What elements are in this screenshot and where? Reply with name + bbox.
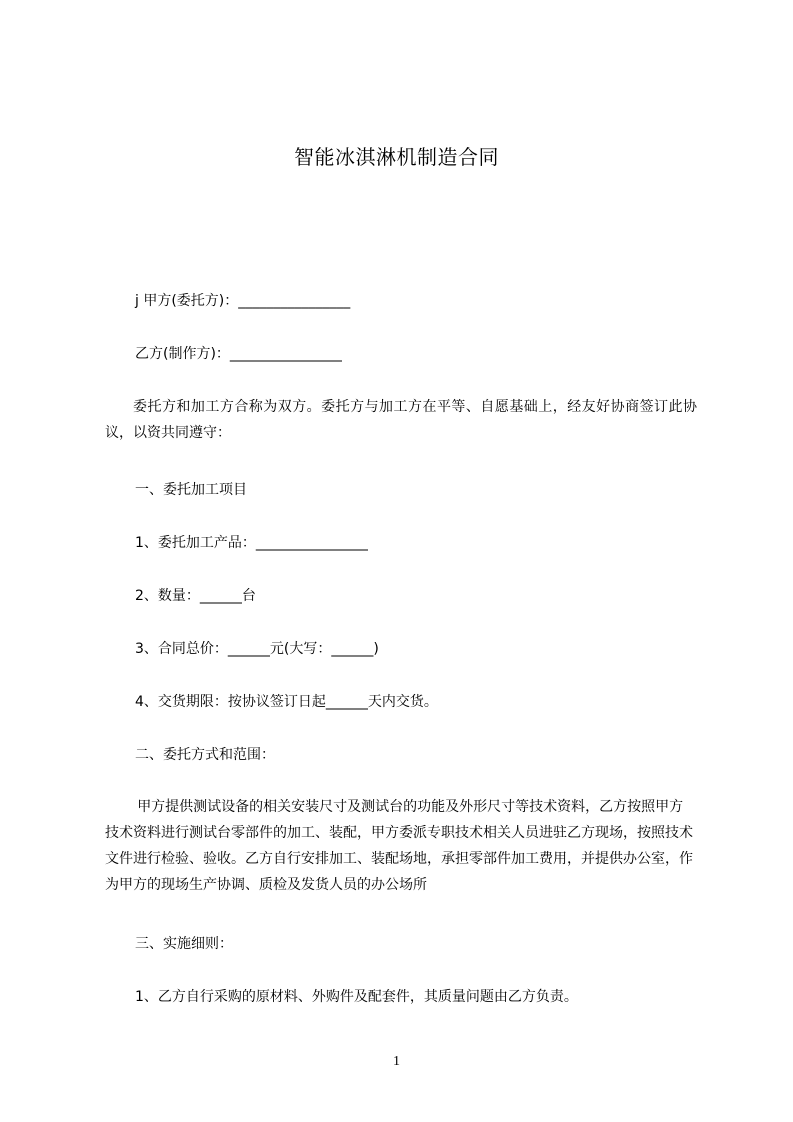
party-b-line: 乙方(制作方)：________________: [135, 346, 342, 362]
section-2-heading: 二、委托方式和范围：: [135, 747, 275, 763]
page-number: 1: [393, 1054, 400, 1069]
party-a-line: j 甲方(委托方)：________________: [135, 293, 351, 309]
item-4-delivery: 4、交货期限：按协议签订日起______天内交货。: [135, 694, 438, 710]
section-3-item-1: 1、乙方自行采购的原材料、外购件及配套件，其质量问题由乙方负责。: [135, 989, 578, 1005]
section-1-heading: 一、委托加工项目: [135, 482, 247, 498]
item-1-product: 1、委托加工产品：________________: [135, 535, 368, 551]
item-2-quantity: 2、数量：______台: [135, 588, 256, 604]
intro-paragraph: 委托方和加工方合称为双方。委托方与加工方在平等、自愿基础上，经友好协商签订此协议，以资共同遵守：: [105, 399, 697, 441]
section-3-heading: 三、实施细则：: [135, 936, 233, 952]
item-3-price: 3、合同总价：______元(大写：______): [135, 641, 379, 657]
document-title: 智能冰淇淋机制造合同: [294, 145, 499, 169]
section-2-body: 甲方提供测试设备的相关安装尺寸及测试台的功能及外形尺寸等技术资料，乙方按照甲方技术资料进行测试台零部件的加工、装配，甲方委派专职技术相关人员进驻乙方现场，按照技术文件进行检验、验收。乙方自行安排加工、装配场地，承担零部件加工费用，并提供办公室，作为甲方的现场生产协调、质检及发货人员的办公场所: [105, 799, 693, 893]
